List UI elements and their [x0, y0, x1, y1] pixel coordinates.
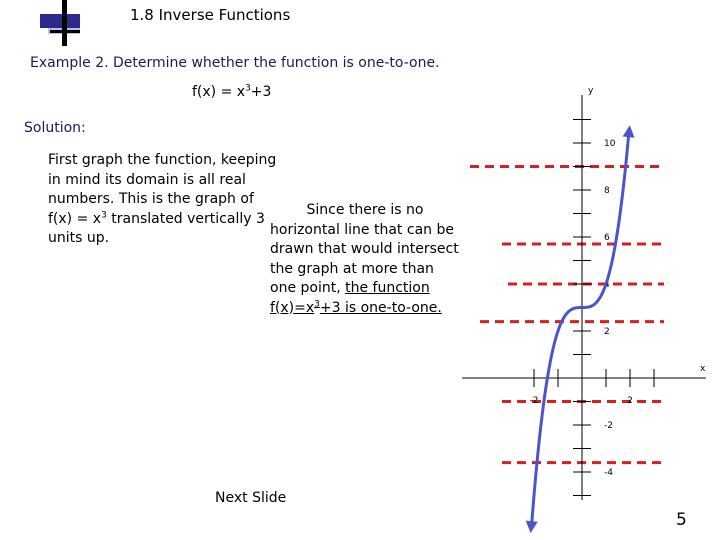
curve-f-x-cubed-plus-3: [529, 133, 629, 525]
x-axis-label: x: [700, 364, 706, 374]
x-tick-label: -2: [529, 396, 539, 406]
y-tick-label: 8: [604, 186, 610, 196]
slide-title: 1.8 Inverse Functions: [130, 6, 291, 24]
para2-line1: Since there is no: [306, 202, 424, 218]
curve-arrow-down-icon: [526, 521, 538, 534]
next-slide-link[interactable]: Next Slide: [215, 490, 287, 506]
para2-conclusion-a: the function f(x)=x: [270, 280, 430, 316]
y-tick-label: -4: [604, 468, 613, 478]
para1-text-b: translated vertically 3 units up.: [48, 210, 265, 246]
y-tick-label: 2: [604, 327, 610, 337]
page-number: 5: [676, 510, 687, 530]
tick-labels: [530, 86, 706, 478]
para1-text-a: First graph the function, keeping in mind its domain is all real numbers. This is the graph of f(x) = x: [48, 152, 277, 227]
para1-exponent: 3: [101, 209, 107, 220]
curve-arrow-up-icon: [623, 125, 635, 138]
function-main: f(x) = x: [192, 84, 246, 100]
example-prompt: Example 2. Determine whether the function is one-to-one.: [30, 55, 440, 71]
y-tick-label: 4: [604, 280, 610, 290]
y-axis-label: y: [588, 86, 594, 96]
y-tick-label: 10: [604, 139, 616, 149]
para2-conclusion-b: +3 is one-to-one.: [319, 299, 442, 316]
para2-exponent: 3: [314, 298, 320, 309]
para2-body: horizontal line that can be drawn that would intersect the graph at more than one point,: [270, 221, 459, 296]
axes: [462, 95, 706, 500]
function-exponent: 3: [245, 83, 251, 94]
y-tick-label: 6: [604, 233, 610, 243]
y-tick-label: -2: [604, 421, 613, 431]
function-tail: +3: [250, 84, 272, 100]
solution-label: Solution:: [24, 120, 86, 136]
x-tick-label: 2: [627, 396, 633, 406]
